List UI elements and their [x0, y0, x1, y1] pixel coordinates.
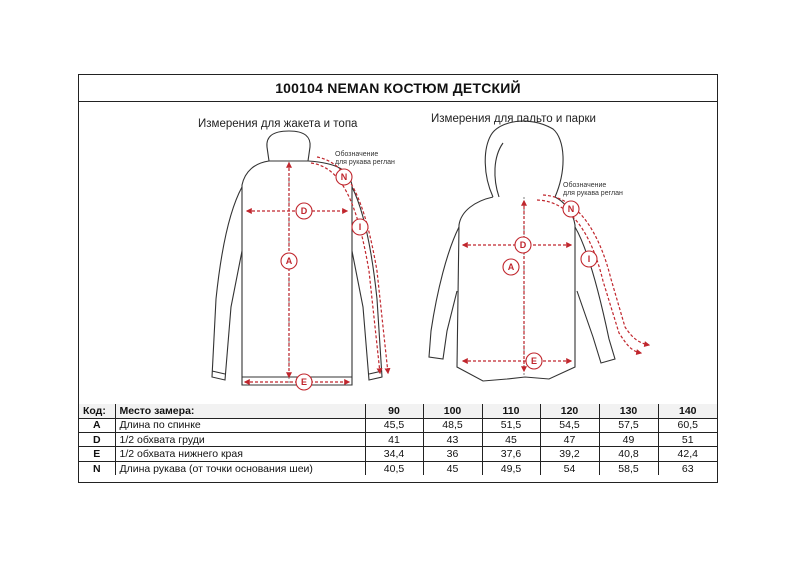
row-value: 58,5	[599, 461, 658, 475]
marker-n-parka-label: N	[567, 204, 575, 214]
row-value: 39,2	[540, 447, 599, 461]
row-value: 51,5	[482, 418, 540, 432]
marker-e-parka-label: E	[530, 356, 538, 366]
row-value: 37,6	[482, 447, 540, 461]
marker-a-parka-label: A	[507, 262, 515, 272]
row-label: Длина по спинке	[115, 418, 365, 432]
parka-measure-lines	[463, 195, 649, 371]
row-code: N	[79, 461, 115, 475]
size-header: 130	[599, 404, 658, 418]
marker-i-jacket-label: I	[358, 222, 362, 232]
row-value: 63	[658, 461, 717, 475]
row-value: 34,4	[365, 447, 423, 461]
row-value: 54	[540, 461, 599, 475]
row-value: 45,5	[365, 418, 423, 432]
marker-d-parka-label: D	[519, 240, 527, 250]
size-table	[79, 404, 717, 475]
garment-drawings	[79, 101, 717, 404]
code-header: Код:	[79, 404, 115, 418]
row-label: Длина рукава (от точки основания шеи)	[115, 461, 365, 475]
size-header: 90	[365, 404, 423, 418]
place-header: Место замера:	[115, 404, 365, 418]
row-value: 45	[423, 461, 482, 475]
row-value: 48,5	[423, 418, 482, 432]
row-value: 41	[365, 433, 423, 447]
row-value: 42,4	[658, 447, 717, 461]
row-value: 60,5	[658, 418, 717, 432]
row-value: 40,8	[599, 447, 658, 461]
marker-n-jacket-label: N	[340, 172, 348, 182]
raglan-note-jacket: Обозначение для рукава реглан	[335, 151, 395, 166]
row-value: 36	[423, 447, 482, 461]
size-table-header-row	[79, 404, 717, 418]
row-label: 1/2 обхвата груди	[115, 433, 365, 447]
table-row	[79, 418, 717, 432]
size-header: 120	[540, 404, 599, 418]
row-value: 57,5	[599, 418, 658, 432]
size-header: 100	[423, 404, 482, 418]
row-value: 54,5	[540, 418, 599, 432]
row-value: 43	[423, 433, 482, 447]
row-value: 51	[658, 433, 717, 447]
row-value: 45	[482, 433, 540, 447]
size-chart-sheet	[78, 74, 718, 483]
document-title: 100104 NEMAN КОСТЮМ ДЕТСКИЙ	[79, 75, 717, 102]
table-row	[79, 461, 717, 475]
parka-caption: Измерения для пальто и парки	[431, 113, 596, 125]
row-code: D	[79, 433, 115, 447]
row-value: 47	[540, 433, 599, 447]
size-header: 110	[482, 404, 540, 418]
row-value: 49	[599, 433, 658, 447]
row-value: 40,5	[365, 461, 423, 475]
row-value: 49,5	[482, 461, 540, 475]
table-row	[79, 433, 717, 447]
marker-a-jacket-label: A	[285, 256, 293, 266]
marker-e-jacket-label: E	[300, 377, 308, 387]
row-code: E	[79, 447, 115, 461]
table-row	[79, 447, 717, 461]
raglan-note-parka: Обозначение для рукава реглан	[563, 182, 623, 197]
marker-d-jacket-label: D	[300, 206, 308, 216]
jacket-caption: Измерения для жакета и топа	[198, 118, 358, 130]
garment-illustrations	[79, 101, 717, 404]
marker-i-parka-label: I	[587, 254, 591, 264]
size-header: 140	[658, 404, 717, 418]
row-code: A	[79, 418, 115, 432]
row-label: 1/2 обхвата нижнего края	[115, 447, 365, 461]
